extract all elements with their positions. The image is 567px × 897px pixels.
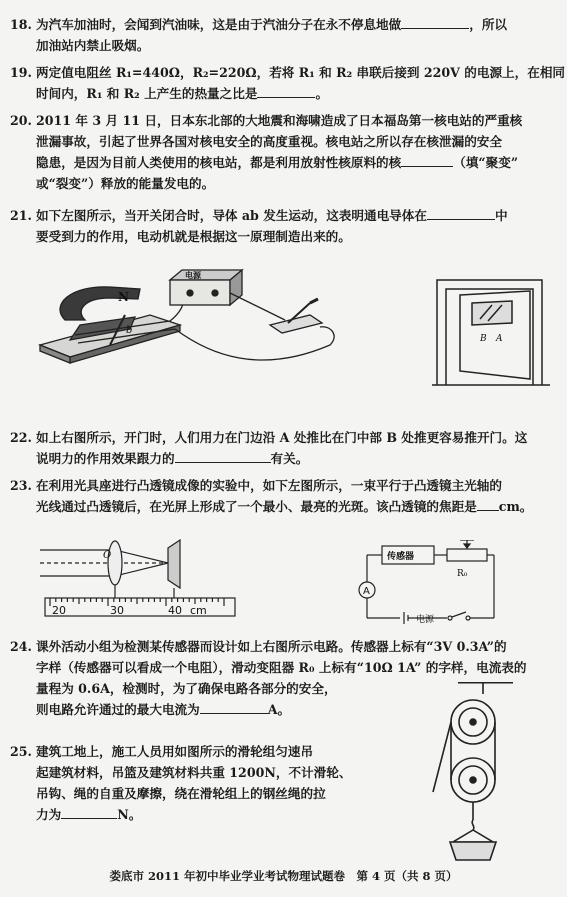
door-point-b: B <box>480 334 487 344</box>
question-text: 为汽车加油时，会闻到汽油味，这是由于汽油分子在永不停息地做 <box>36 17 402 32</box>
door-figure <box>432 275 550 387</box>
question-text: 如上右图所示，开门时，人们用力在门边沿 A 处推比在门中部 B 处推更容易推开门。这 <box>36 430 528 445</box>
power-source-label: 电源 <box>185 271 201 280</box>
question-21 <box>10 205 560 247</box>
ruler-unit-label: cm <box>190 604 207 617</box>
question-text: 要受到力的作用，电动机就是根据这一原理制造出来的。 <box>36 229 351 244</box>
door-point-a: A <box>496 334 503 344</box>
lens-center-label: O <box>103 550 112 561</box>
question-text: 有关。 <box>270 451 309 466</box>
question-text: 力为 <box>36 807 62 822</box>
question-text: （填“聚变” <box>453 155 519 170</box>
question-number: 25. <box>10 744 32 759</box>
circuit-source-label: 电源 <box>416 615 435 625</box>
answer-blank[interactable] <box>427 206 495 220</box>
answer-blank[interactable] <box>200 700 268 714</box>
answer-blank[interactable] <box>401 153 453 167</box>
question-18: 18. 为汽车加油时，会闻到汽油味，这是由于汽油分子在永不停息地做 ，所以 加油站内禁止吸烟。 <box>10 14 560 56</box>
question-text: 字样（传感器可以看成一个电阻），滑动变阻器 R₀ 上标有“10Ω 1A” 的字样，电流表的 <box>36 660 527 675</box>
question-number: 18. <box>10 17 32 32</box>
question-19: 19. 两定值电阻丝 R₁=440Ω，R₂=220Ω，若将 R₁ 和 R₂ 串联后接到 220V 的电源上，在相同 时间内，R₁ 和 R₂ 上产生的热量之比是 。 <box>10 62 560 104</box>
answer-blank[interactable] <box>401 15 469 29</box>
question-number: 22. <box>10 430 32 445</box>
question-text: 则电路允许通过的最大电流为 <box>36 702 200 717</box>
question-text: 中 <box>494 208 508 223</box>
question-text: 两定值电阻丝 R₁=440Ω，R₂=220Ω，若将 R₁ 和 R₂ 串联后接到 220V 的电源上，在相同 <box>36 65 566 80</box>
sensor-label: 传感器 <box>387 552 415 562</box>
question-number: 21. <box>10 208 32 223</box>
question-25 <box>10 741 390 825</box>
question-text: 课外活动小组为检测某传感器而设计如上右图所示电路。传感器上标有“3V 0.3A”的 <box>36 639 507 654</box>
question-text: 如下左图所示，当开关闭合时，导体 ab 发生运动，这表明通电导体在 <box>36 208 427 223</box>
optical-bench-figure <box>40 528 240 623</box>
question-number: 24. <box>10 639 32 654</box>
question-text: N。 <box>117 807 142 822</box>
question-text: 加油站内禁止吸烟。 <box>36 38 150 53</box>
ruler-tick-label: 40 <box>168 604 182 617</box>
question-number: 23. <box>10 478 32 493</box>
question-text: 说明力的作用效果跟力的 <box>36 451 175 466</box>
conductor-label: b <box>126 325 133 336</box>
page-footer: 娄底市 2011 年初中毕业学业考试物理试题卷 第 4 页（共 8 页） <box>109 869 458 883</box>
answer-blank[interactable] <box>61 805 117 819</box>
ruler-tick-label: 30 <box>110 604 124 617</box>
question-text: 量程为 0.6A，检测时，为了确保电路各部分的安全， <box>36 681 337 696</box>
question-text: 吊钩、绳的自重及摩擦，绕在滑轮组上的钢丝绳的拉 <box>36 786 326 801</box>
question-text: A。 <box>267 702 291 717</box>
answer-blank[interactable] <box>175 449 271 463</box>
sensor-circuit-figure <box>352 540 502 625</box>
question-text: cm。 <box>498 499 533 514</box>
motor-experiment-figure <box>30 265 340 385</box>
ammeter-label: A <box>363 586 370 597</box>
question-text: 光线通过凸透镜后，在光屏上形成了一个最小、最亮的光斑。该凸透镜的焦距是 <box>36 499 477 514</box>
question-number: 19. <box>10 65 32 80</box>
question-text: 起建筑材料，吊篮及建筑材料共重 1200N，不计滑轮、 <box>36 765 352 780</box>
question-text: 泄漏事故，引起了世界各国对核电安全的高度重视。核电站之所以存在核泄漏的安全 <box>36 134 502 149</box>
answer-blank[interactable] <box>257 84 315 98</box>
question-text: 时间内，R₁ 和 R₂ 上产生的热量之比是 <box>36 86 258 101</box>
answer-blank[interactable] <box>477 497 499 511</box>
question-23 <box>10 475 560 517</box>
question-text: 或“裂变”）释放的能量发电的。 <box>36 176 215 191</box>
question-text: 隐患，是因为目前人类使用的核电站，都是利用放射性核原料的核 <box>36 155 402 170</box>
pulley-system-figure <box>428 682 538 862</box>
ruler-tick-label: 20 <box>52 604 66 617</box>
magnet-pole-label: N <box>118 290 129 304</box>
question-20 <box>10 110 560 194</box>
rheostat-label: R₀ <box>457 569 468 579</box>
question-text: 2011 年 3 月 11 日，日本东北部的大地震和海啸造成了日本福岛第一核电站的严重核 <box>36 113 523 128</box>
question-text: 建筑工地上，施工人员用如图所示的滑轮组匀速吊 <box>36 744 314 759</box>
question-22 <box>10 427 560 469</box>
question-text: 在利用光具座进行凸透镜成像的实验中，如下左图所示，一束平行于凸透镜主光轴的 <box>36 478 502 493</box>
question-number: 20. <box>10 113 32 128</box>
question-text: 所以 <box>481 17 507 32</box>
